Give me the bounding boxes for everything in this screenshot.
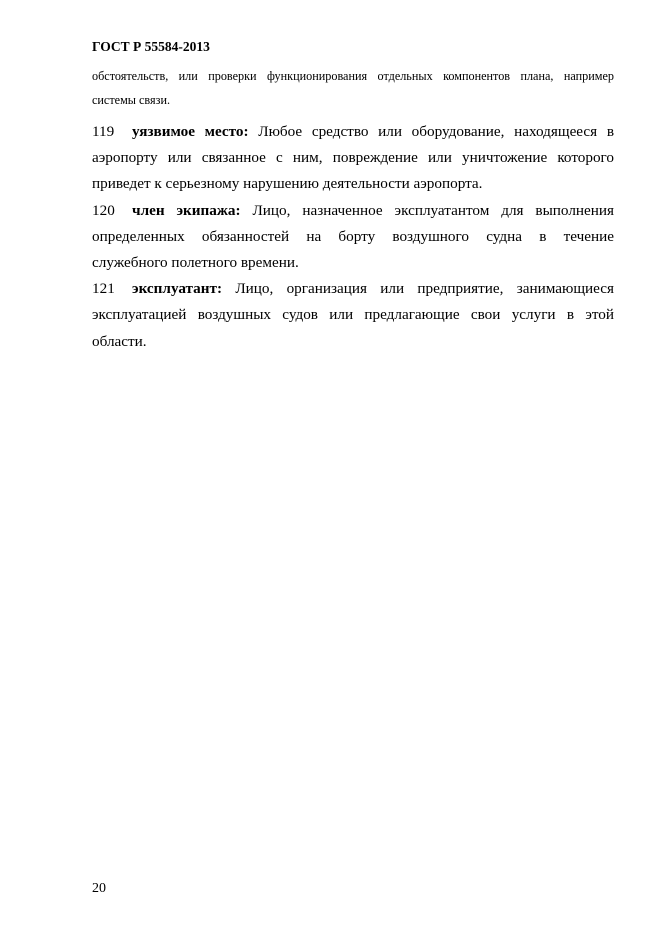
term-definition-start: Лицо, организация или предприятие, занимающиеся xyxy=(235,280,615,298)
term-entry-line-2: эксплуатацией воздушных судов или предлагающие свои услуги в этой xyxy=(92,306,614,324)
term-entry-line-1 xyxy=(92,198,614,224)
term-entry-line-1 xyxy=(92,276,614,302)
term-entry-120 xyxy=(92,198,614,277)
continued-paragraph-line-1: обстоятельств, или проверки функционирования отдельных компонентов плана, например xyxy=(92,69,614,83)
term-number: 119 xyxy=(92,123,115,140)
term-name: член экипажа: xyxy=(132,201,241,219)
page-number: 20 xyxy=(92,881,106,896)
term-entry-line-1 xyxy=(92,119,614,145)
term-number: 120 xyxy=(92,201,115,219)
term-name: уязвимое место: xyxy=(132,123,249,140)
term-entry-119 xyxy=(92,119,614,198)
standard-code-header: ГОСТ Р 55584-2013 xyxy=(92,39,210,54)
term-entry-line-2: аэропорту или связанное с ним, повреждение или уничтожение которого xyxy=(92,149,614,167)
term-number: 121 xyxy=(92,280,115,298)
term-name: эксплуатант: xyxy=(132,280,223,298)
term-entry-line-2: определенных обязанностей на борту воздушного судна в течение xyxy=(92,227,614,245)
term-entry-line-3: области. xyxy=(92,332,147,350)
term-entry-line-3: приведет к серьезному нарушению деятельности аэропорта. xyxy=(92,175,483,193)
term-entry-121 xyxy=(92,276,614,355)
continued-paragraph-line-2: системы связи. xyxy=(92,93,171,107)
term-definitions xyxy=(92,119,614,355)
continued-paragraph xyxy=(92,64,614,112)
term-definition-start: Любое средство или оборудование, находящееся в xyxy=(258,123,615,140)
term-definition-start: Лицо, назначенное эксплуатантом для выполнения xyxy=(252,201,615,219)
term-entry-line-3: служебного полетного времени. xyxy=(92,253,299,271)
